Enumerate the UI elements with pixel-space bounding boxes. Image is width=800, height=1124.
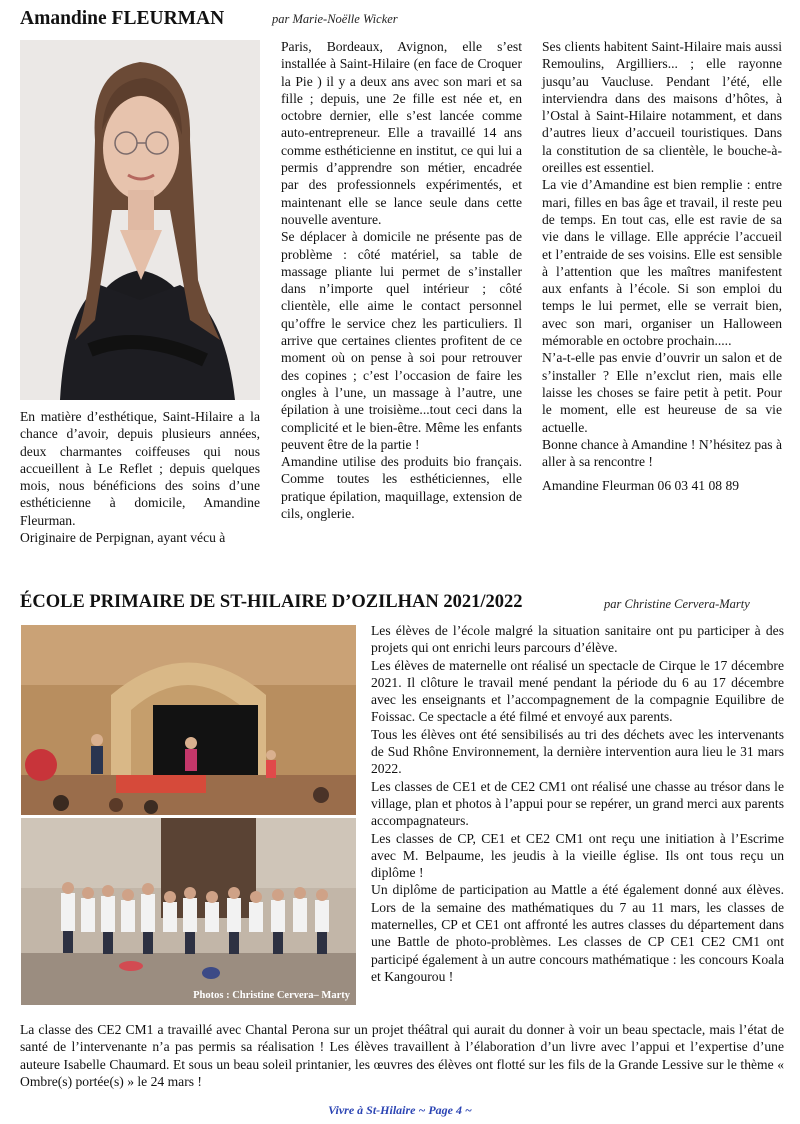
paragraph: La vie d’Amandine est bien remplie : entre mari, filles en bas âge et travail, il reste peu de temps. En tout cas, elle est ravie de sa vie dans le village. Elle apprécie l’accueil et l’entraide de ses voisins. Elle est sensible à l’attention que les maîtres manifestent aux enfants à l’école. Si son emploi du temps le lui permet, elle se verrait bien, avec son mari, organiser un Halloween mémorable en octobre prochain..... (542, 177, 782, 349)
article1-title: Amandine FLEURMAN (20, 8, 225, 29)
article1-byline: par Marie-Noëlle Wicker (272, 12, 398, 26)
article1-column-3 (542, 38, 782, 495)
paragraph: Originaire de Perpignan, ayant vécu à (20, 530, 226, 546)
circus-photo (21, 625, 356, 815)
paragraph: Les classes de CP, CE1 et CE2 CM1 ont reçu une initiation à l’Escrime avec M. Belpaume, les jeudis à la vieille église. Ils ont tous reçu un diplôme ! (371, 830, 784, 881)
paragraph: Ses clients habitent Saint-Hilaire mais aussi Remoulins, Argilliers... ; elle rayonne jusqu’au Vaucluse. Pendant l’été, elle interviendra dans des maisons d’hôtes, à l’Ostal à Saint-Hilaire notamment, et dans d’autres lieux d’accueil touristiques. Dans la constitution de sa clientèle, le bouche-à-oreilles est essentiel. (542, 39, 782, 176)
paragraph: La classe des CE2 CM1 a travaillé avec Chantal Perona sur un projet théâtral qui aurait du donner à voir un beau spectacle, mais l’état de santé de l’intervenante n’a pas permis sa réalisation ! Les élèves travaillent à l’élaboration d’un livre avec l’appui et l’expertise d’une auteure Isabelle Chaumard. Et sous un beau soleil printanier, les œuvres des élèves ont flotté sur les fils de la Grande Lessive sur le thème « Ombre(s) portée(s) » le 24 mars ! (20, 1022, 784, 1089)
paragraph: Amandine utilise des produits bio français. Comme toutes les esthéticiennes, elle pratique épilation, maquillage, extension de cils, onglerie. (281, 454, 522, 522)
portrait-photo (20, 40, 260, 400)
photo-credit: Photos : Christine Cervera– Marty (193, 990, 350, 1001)
paragraph: Les classes de CE1 et de CE2 CM1 ont réalisé une chasse au trésor dans le village, plan et photos à l’appui pour se repérer, un grand merci aux parents accompagnateurs. (371, 778, 784, 829)
page-footer: Vivre à St-Hilaire ~ Page 4 ~ (328, 1103, 472, 1117)
contact-line: Amandine Fleurman 06 03 41 08 89 (542, 478, 740, 494)
paragraph: Se déplacer à domicile ne présente pas de problème : côté matériel, sa table de massage pliante lui permet de s’installer dans n’importe quel intérieur ; côté clientèle, elle aime le contact personnel qu’offre le service chez les particuliers. Il arrive que certaines clientes profitent de ce moment où on pense à soi pour retrouver des copines ; c’est l’occasion de faire les ongles à l’une, un massage à l’autre, une épilation à une troisième...tout ceci dans la complicité et le bien-être. Même les enfants peuvent être de la partie ! (281, 229, 522, 452)
paragraph: N’a-t-elle pas envie d’ouvrir un salon et de s’installer ? Elle n’exclut rien, mais elle laisse les choses se faire petit à petit. Pour le moment, elle est heureuse de sa vie actuelle. (542, 350, 782, 435)
paragraph: Tous les élèves ont été sensibilisés au tri des déchets avec les intervenants de Sud Rhône Environnement, la dernière intervention aura lieu le 31 mars 2022. (371, 726, 784, 777)
fencing-photo (21, 818, 356, 1005)
article1-column-1 (20, 408, 260, 546)
article1-column-2 (281, 38, 522, 522)
paragraph: Bonne chance à Amandine ! N’hésitez pas à aller à sa rencontre ! (542, 436, 782, 470)
article2-byline: par Christine Cervera-Marty (604, 597, 750, 611)
article2-bottom-paragraph (20, 1021, 784, 1090)
paragraph: En matière d’esthétique, Saint-Hilaire a la chance d’avoir, depuis plusieurs années, deux charmantes coiffeuses qui nous accueillent à Le Reflet ; depuis quelques mois, nous bénéficions des soins d’une esthéticienne à domicile, Amandine Fleurman. (20, 409, 260, 528)
paragraph: Paris, Bordeaux, Avignon, elle s’est installée à Saint-Hilaire (en face de Croquer la Pie ) il y a deux ans avec son mari et sa fille ; depuis, une 2e fille est née et, en octobre dernier, elle s’est lancée comme auto-entrepreneur. Elle a travaillé 14 ans comme esthéticienne en institut, ce qui lui a permis d’apprendre son métier, encadrée par des professionnels expérimentés, et maintenant elle se lance seule dans cette nouvelle aventure. (281, 39, 522, 227)
paragraph: Les élèves de maternelle ont réalisé un spectacle de Cirque le 17 décembre 2021. Il clôture le travail mené pendant la période du 6 au 17 décembre avec les enseignants et l’accompagnement de la compagnie Equilibre de Foissac. Ce spectacle a été filmé et envoyé aux parents. (371, 657, 784, 725)
paragraph: Les élèves de l’école malgré la situation sanitaire ont pu participer à des projets qui ont enrichi leurs parcours d’élève. (371, 623, 784, 656)
paragraph: Un diplôme de participation au Mattle a été également donné aux élèves. Lors de la semaine des mathématiques du 7 au 11 mars, les classes de maternelles, CP et CE1 ont affronté les autres classes du département dans une Battle de photo-problèmes. Les classes de CP CE1 CE2 CM1 ont participé également à un autre concours mathématique : les concours Koala et Kangourou ! (371, 882, 784, 984)
article2-title: ÉCOLE PRIMAIRE DE ST-HILAIRE D’OZILHAN 2021/2022 (20, 592, 523, 612)
article2-right-column (371, 622, 784, 985)
